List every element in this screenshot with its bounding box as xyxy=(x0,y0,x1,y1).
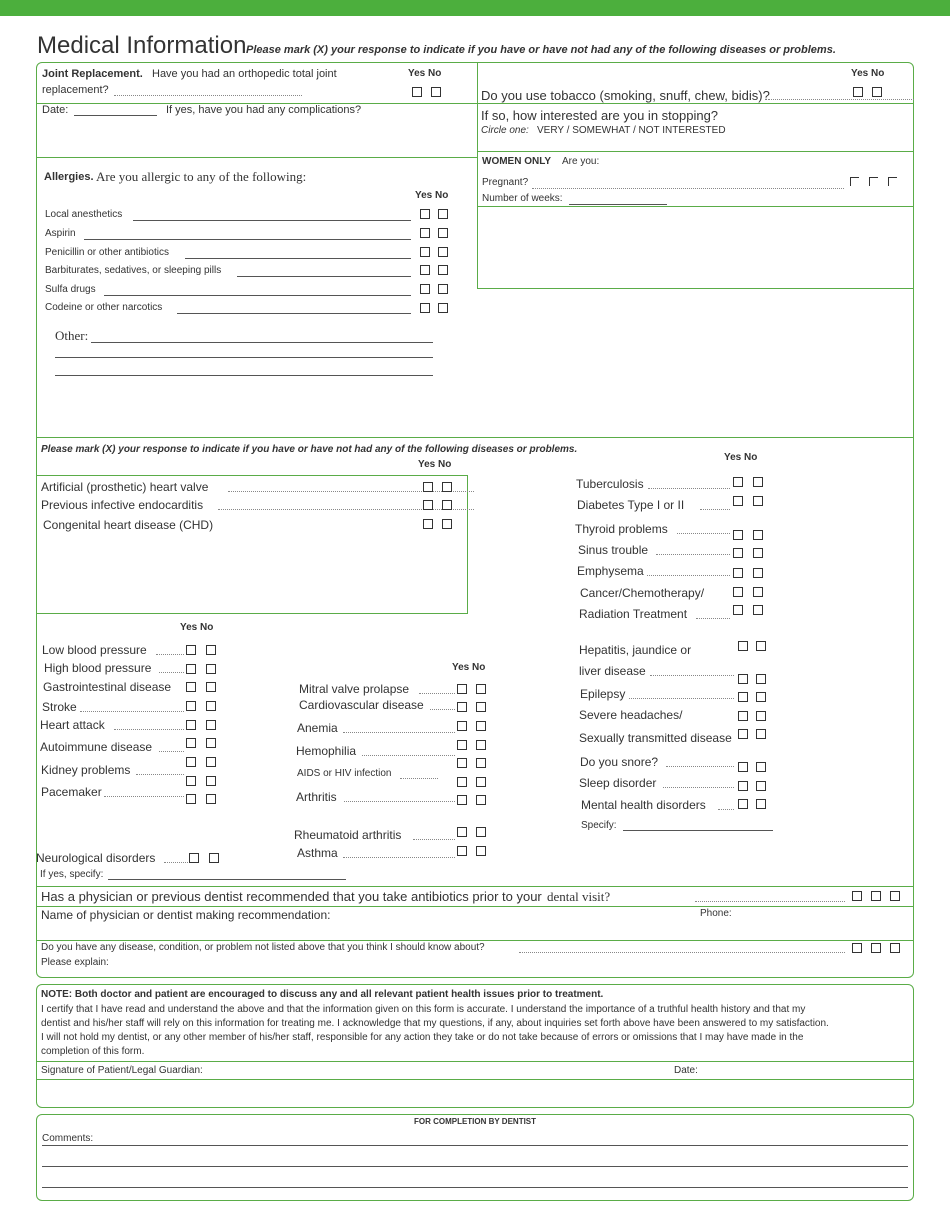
disease-yes-checkbox[interactable] xyxy=(733,530,743,540)
disease-label: Gastrointestinal disease xyxy=(43,680,172,694)
leader-dots xyxy=(156,654,184,655)
yes-no-header: Yes No xyxy=(452,662,486,673)
leader-dots xyxy=(430,709,455,710)
weeks-label: Number of weeks: xyxy=(482,193,563,204)
please-explain: Please explain: xyxy=(41,957,109,968)
disease-yes-checkbox[interactable] xyxy=(457,777,467,787)
disease-yes-checkbox[interactable] xyxy=(186,776,196,786)
disease-label: Mental health disorders xyxy=(581,798,706,812)
divider xyxy=(478,206,913,207)
disease-no-checkbox[interactable] xyxy=(753,530,763,540)
disease-no-checkbox[interactable] xyxy=(206,682,216,692)
disease-no-checkbox[interactable] xyxy=(209,853,219,863)
disease-label: Do you snore? xyxy=(580,755,659,769)
divider xyxy=(478,103,913,104)
allergy-line xyxy=(237,276,411,277)
yes-no-header: Yes No xyxy=(851,68,885,79)
disease-no-checkbox[interactable] xyxy=(756,799,766,809)
antibiotics-question-2: dental visit? xyxy=(547,889,611,904)
disease-yes-checkbox[interactable] xyxy=(733,605,743,615)
disease-no-checkbox[interactable] xyxy=(756,762,766,772)
joint-yes-checkbox[interactable] xyxy=(412,87,422,97)
leader-dots xyxy=(164,862,188,863)
allergy-label: Codeine or other narcotics xyxy=(45,302,163,313)
allergy-no-checkbox[interactable] xyxy=(438,303,448,313)
disease-label: Stroke xyxy=(42,700,77,714)
disease-no-checkbox[interactable] xyxy=(753,477,763,487)
divider xyxy=(37,1061,913,1062)
disease-no-checkbox[interactable] xyxy=(476,827,486,837)
disease-yes-checkbox[interactable] xyxy=(186,701,196,711)
disease-no-checkbox[interactable] xyxy=(206,757,216,767)
leader-dots xyxy=(677,533,730,534)
disease-no-checkbox[interactable] xyxy=(476,684,486,694)
disease-no-checkbox[interactable] xyxy=(476,777,486,787)
disease-no-checkbox[interactable] xyxy=(753,496,763,506)
disease-yes-checkbox[interactable] xyxy=(457,827,467,837)
disease-yes-checkbox[interactable] xyxy=(186,664,196,674)
signature-line[interactable] xyxy=(37,1079,913,1080)
disease-no-checkbox[interactable] xyxy=(476,740,486,750)
allergy-yes-checkbox[interactable] xyxy=(420,209,430,219)
disease-label: Previous infective endocarditis xyxy=(41,498,204,512)
disease-yes-checkbox[interactable] xyxy=(738,711,748,721)
disease-label: Emphysema xyxy=(577,564,644,578)
joint-date-line[interactable] xyxy=(74,115,157,116)
disease-no-checkbox[interactable] xyxy=(756,674,766,684)
disease-yes-checkbox[interactable] xyxy=(186,757,196,767)
certification-text: I certify that I have read and understand the above and that the information given on this form is accurate. I understand the importance of a truthful health history and that my xyxy=(41,1004,806,1015)
disease-yes-checkbox[interactable] xyxy=(738,641,748,651)
pregnant-yes-checkbox[interactable] xyxy=(850,177,859,186)
disease-label: Mitral valve prolapse xyxy=(299,682,410,696)
certification-text: I will not hold my dentist, or any other member of his/her staff, responsible for any action they take or do not take because of errors or omissions that I may have made in the xyxy=(41,1032,804,1043)
leader-dots xyxy=(519,952,845,953)
leader-dots xyxy=(159,672,184,673)
leader-dots xyxy=(136,774,184,775)
leader-dots xyxy=(695,901,845,902)
allergy-label: Sulfa drugs xyxy=(45,284,96,295)
disease-no-checkbox[interactable] xyxy=(756,641,766,651)
leader-dots xyxy=(343,732,455,733)
divider xyxy=(37,886,913,887)
disease-label: Sexually transmitted disease xyxy=(579,731,732,745)
disease-no-checkbox[interactable] xyxy=(753,568,763,578)
disease-yes-checkbox[interactable] xyxy=(733,568,743,578)
antibiotics-question: Has a physician or previous dentist recommended that you take antibiotics prior to your xyxy=(41,889,542,904)
page-title: Medical Information xyxy=(37,32,247,59)
disease-label: Sleep disorder xyxy=(579,776,657,790)
other-condition-extra-checkbox[interactable] xyxy=(890,943,900,953)
allergy-label: Local anesthetics xyxy=(45,209,123,220)
divider xyxy=(477,63,478,289)
disease-no-checkbox[interactable] xyxy=(753,587,763,597)
specify-line[interactable] xyxy=(108,879,346,880)
allergy-line xyxy=(185,258,411,259)
disease-label: Artificial (prosthetic) heart valve xyxy=(41,480,209,494)
disease-label: Anemia xyxy=(297,721,338,735)
disease-yes-checkbox[interactable] xyxy=(423,519,433,529)
diseases-instruction: Please mark (X) your response to indicate if you have or have not had any of the following diseases or problems. xyxy=(41,444,578,455)
disease-no-checkbox[interactable] xyxy=(206,645,216,655)
leader-dots xyxy=(218,509,474,510)
comments-line[interactable] xyxy=(42,1166,908,1167)
disease-label: liver disease xyxy=(579,664,646,678)
allergy-line xyxy=(104,295,411,296)
leader-dots xyxy=(768,99,914,100)
leader-dots xyxy=(344,801,455,802)
signature-label: Signature of Patient/Legal Guardian: xyxy=(41,1065,203,1076)
disease-label: Cardiovascular disease xyxy=(299,698,424,712)
disease-label: Hemophilia xyxy=(296,744,357,758)
circle-one-label: Circle one: xyxy=(481,125,529,136)
disease-label: Pacemaker xyxy=(41,785,102,799)
specify-line[interactable] xyxy=(623,830,773,831)
pregnant-label: Pregnant? xyxy=(482,177,529,188)
allergy-line xyxy=(84,239,411,240)
allergy-no-checkbox[interactable] xyxy=(438,284,448,294)
disease-label: Diabetes Type I or II xyxy=(577,498,685,512)
top-bar xyxy=(0,0,950,16)
leader-dots xyxy=(400,778,438,779)
disease-label: Epilepsy xyxy=(580,687,626,701)
leader-dots xyxy=(114,95,302,96)
disease-label: Kidney problems xyxy=(41,763,131,777)
disease-no-checkbox[interactable] xyxy=(756,781,766,791)
leader-dots xyxy=(159,751,184,752)
disease-yes-checkbox[interactable] xyxy=(186,682,196,692)
leader-dots xyxy=(718,809,734,810)
disease-yes-checkbox[interactable] xyxy=(457,721,467,731)
physician-name-label: Name of physician or dentist making recommendation: xyxy=(41,908,331,922)
heart-conditions-box xyxy=(36,475,468,614)
disease-label: Tuberculosis xyxy=(576,477,644,491)
disease-no-checkbox[interactable] xyxy=(753,605,763,615)
disease-yes-checkbox[interactable] xyxy=(186,794,196,804)
allergy-no-checkbox[interactable] xyxy=(438,228,448,238)
leader-dots xyxy=(700,509,730,510)
certification-note: NOTE: Both doctor and patient are encouraged to discuss any and all relevant patient health issues prior to treatment. xyxy=(41,989,604,1000)
weeks-line[interactable] xyxy=(569,204,667,205)
leader-dots xyxy=(228,491,474,492)
yes-no-header: Yes No xyxy=(724,452,758,463)
specify-label: Specify: xyxy=(581,820,617,831)
disease-label: High blood pressure xyxy=(44,661,152,675)
divider xyxy=(478,288,913,289)
other-condition-yes-checkbox[interactable] xyxy=(852,943,862,953)
disease-no-checkbox[interactable] xyxy=(442,500,452,510)
disease-yes-checkbox[interactable] xyxy=(423,500,433,510)
allergy-label: Penicillin or other antibiotics xyxy=(45,247,169,258)
circle-options[interactable]: VERY / SOMEWHAT / NOT INTERESTED xyxy=(537,125,726,136)
leader-dots xyxy=(648,488,730,489)
disease-label: Congenital heart disease (CHD) xyxy=(43,518,214,532)
disease-no-checkbox[interactable] xyxy=(206,738,216,748)
disease-label: Autoimmune disease xyxy=(40,740,153,754)
leader-dots xyxy=(647,575,730,576)
disease-no-checkbox[interactable] xyxy=(756,729,766,739)
disease-no-checkbox[interactable] xyxy=(753,548,763,558)
disease-yes-checkbox[interactable] xyxy=(457,846,467,856)
disease-label: Arthritis xyxy=(296,790,337,804)
allergy-yes-checkbox[interactable] xyxy=(420,265,430,275)
disease-no-checkbox[interactable] xyxy=(206,720,216,730)
disease-label: Asthma xyxy=(297,846,338,860)
disease-yes-checkbox[interactable] xyxy=(457,702,467,712)
divider xyxy=(37,940,913,941)
other-line[interactable] xyxy=(55,357,433,358)
other-line[interactable] xyxy=(55,375,433,376)
allergy-no-checkbox[interactable] xyxy=(438,209,448,219)
disease-no-checkbox[interactable] xyxy=(476,721,486,731)
leader-dots xyxy=(80,711,184,712)
other-line[interactable] xyxy=(91,342,433,343)
disease-no-checkbox[interactable] xyxy=(206,664,216,674)
allergy-yes-checkbox[interactable] xyxy=(420,247,430,257)
leader-dots xyxy=(419,693,455,694)
allergy-label: Aspirin xyxy=(45,228,76,239)
allergies-question: Are you allergic to any of the following: xyxy=(96,169,307,184)
disease-label: Sinus trouble xyxy=(578,543,649,557)
disease-no-checkbox[interactable] xyxy=(476,795,486,805)
divider xyxy=(478,151,913,152)
disease-label: Radiation Treatment xyxy=(579,607,688,621)
disease-yes-checkbox[interactable] xyxy=(738,781,748,791)
disease-yes-checkbox[interactable] xyxy=(733,477,743,487)
disease-no-checkbox[interactable] xyxy=(476,702,486,712)
tobacco-stopping: If so, how interested are you in stopping? xyxy=(481,108,719,123)
disease-yes-checkbox[interactable] xyxy=(738,729,748,739)
dentist-heading: FOR COMPLETION BY DENTIST xyxy=(413,1117,537,1126)
tobacco-question: Do you use tobacco (smoking, snuff, chew, bidis)? xyxy=(481,88,770,103)
disease-no-checkbox[interactable] xyxy=(756,692,766,702)
pregnant-no-checkbox[interactable] xyxy=(869,177,878,186)
date-label: Date: xyxy=(674,1065,698,1076)
disease-yes-checkbox[interactable] xyxy=(733,548,743,558)
disease-yes-checkbox[interactable] xyxy=(186,645,196,655)
if-yes-specify: If yes, specify: xyxy=(40,869,104,880)
disease-no-checkbox[interactable] xyxy=(206,776,216,786)
disease-label: Rheumatoid arthritis xyxy=(294,828,402,842)
page-subtitle: Please mark (X) your response to indicate if you have or have not had any of the following diseases or problems. xyxy=(246,44,836,56)
joint-heading: Joint Replacement. xyxy=(42,68,143,80)
disease-yes-checkbox[interactable] xyxy=(423,482,433,492)
allergy-line xyxy=(133,220,411,221)
comments-line[interactable] xyxy=(42,1145,908,1146)
joint-question-2: replacement? xyxy=(42,84,109,96)
comments-line[interactable] xyxy=(42,1187,908,1188)
disease-yes-checkbox[interactable] xyxy=(186,738,196,748)
disease-no-checkbox[interactable] xyxy=(442,482,452,492)
disease-no-checkbox[interactable] xyxy=(442,519,452,529)
allergies-heading: Allergies. xyxy=(44,171,94,183)
disease-label: Thyroid problems xyxy=(575,522,668,536)
yes-no-header: Yes No xyxy=(418,459,452,470)
disease-no-checkbox[interactable] xyxy=(206,701,216,711)
disease-no-checkbox[interactable] xyxy=(476,846,486,856)
disease-label: Heart attack xyxy=(40,718,105,732)
leader-dots xyxy=(666,766,734,767)
disease-yes-checkbox[interactable] xyxy=(457,795,467,805)
tobacco-no-checkbox[interactable] xyxy=(872,87,882,97)
leader-dots xyxy=(343,857,455,858)
disease-label: Cancer/Chemotherapy/ xyxy=(580,586,705,600)
joint-no-checkbox[interactable] xyxy=(431,87,441,97)
women-are-you: Are you: xyxy=(562,156,600,167)
disease-no-checkbox[interactable] xyxy=(206,794,216,804)
leader-dots xyxy=(114,729,184,730)
leader-dots xyxy=(362,755,455,756)
allergy-line xyxy=(177,313,411,314)
allergy-label: Barbiturates, sedatives, or sleeping pills xyxy=(45,265,222,276)
disease-label: Low blood pressure xyxy=(42,643,147,657)
tobacco-yes-checkbox[interactable] xyxy=(853,87,863,97)
leader-dots xyxy=(663,787,734,788)
divider xyxy=(37,157,477,158)
disease-yes-checkbox[interactable] xyxy=(186,720,196,730)
allergy-yes-checkbox[interactable] xyxy=(420,228,430,238)
leader-dots xyxy=(532,188,844,189)
joint-question: Have you had an orthopedic total joint xyxy=(152,68,337,80)
allergy-yes-checkbox[interactable] xyxy=(420,284,430,294)
certification-panel xyxy=(36,984,914,1108)
women-heading: WOMEN ONLY xyxy=(482,156,552,167)
disease-yes-checkbox[interactable] xyxy=(733,587,743,597)
antibiotics-extra-checkbox[interactable] xyxy=(890,891,900,901)
yes-no-header: Yes No xyxy=(408,68,442,79)
yes-no-header: Yes No xyxy=(415,190,449,201)
disease-yes-checkbox[interactable] xyxy=(738,692,748,702)
disease-label: Hepatitis, jaundice or xyxy=(579,643,692,657)
disease-label: Severe headaches/ xyxy=(579,708,683,722)
disease-yes-checkbox[interactable] xyxy=(738,674,748,684)
disease-no-checkbox[interactable] xyxy=(756,711,766,721)
joint-date-label: Date: xyxy=(42,104,69,116)
yes-no-header: Yes No xyxy=(180,622,214,633)
disease-yes-checkbox[interactable] xyxy=(457,758,467,768)
disease-label: AIDS or HIV infection xyxy=(297,768,392,779)
leader-dots xyxy=(104,796,184,797)
other-label: Other: xyxy=(55,328,89,343)
divider xyxy=(37,437,913,438)
leader-dots xyxy=(413,839,455,840)
other-condition-no-checkbox[interactable] xyxy=(871,943,881,953)
disease-yes-checkbox[interactable] xyxy=(189,853,199,863)
leader-dots xyxy=(656,554,730,555)
certification-text: dentist and his/her staff will rely on this information for treating me. I acknowledge that my questions, if any, about inquiries set forth above have been answered to my satisfaction. xyxy=(41,1018,829,1029)
leader-dots xyxy=(629,698,734,699)
phone-label: Phone: xyxy=(700,908,732,919)
other-condition-question: Do you have any disease, condition, or problem not listed above that you think I should know about? xyxy=(41,942,485,953)
disease-yes-checkbox[interactable] xyxy=(457,684,467,694)
disease-label: Neurological disorders xyxy=(36,851,156,865)
joint-complications: If yes, have you had any complications? xyxy=(166,104,362,116)
leader-dots xyxy=(650,675,734,676)
pregnant-extra-checkbox[interactable] xyxy=(888,177,897,186)
disease-yes-checkbox[interactable] xyxy=(457,740,467,750)
disease-yes-checkbox[interactable] xyxy=(738,762,748,772)
allergy-no-checkbox[interactable] xyxy=(438,265,448,275)
allergy-yes-checkbox[interactable] xyxy=(420,303,430,313)
divider xyxy=(37,906,913,907)
disease-yes-checkbox[interactable] xyxy=(738,799,748,809)
allergy-no-checkbox[interactable] xyxy=(438,247,448,257)
certification-text: completion of this form. xyxy=(41,1046,145,1057)
leader-dots xyxy=(696,618,730,619)
antibiotics-no-checkbox[interactable] xyxy=(871,891,881,901)
disease-no-checkbox[interactable] xyxy=(476,758,486,768)
disease-yes-checkbox[interactable] xyxy=(733,496,743,506)
comments-label: Comments: xyxy=(42,1133,94,1144)
antibiotics-yes-checkbox[interactable] xyxy=(852,891,862,901)
